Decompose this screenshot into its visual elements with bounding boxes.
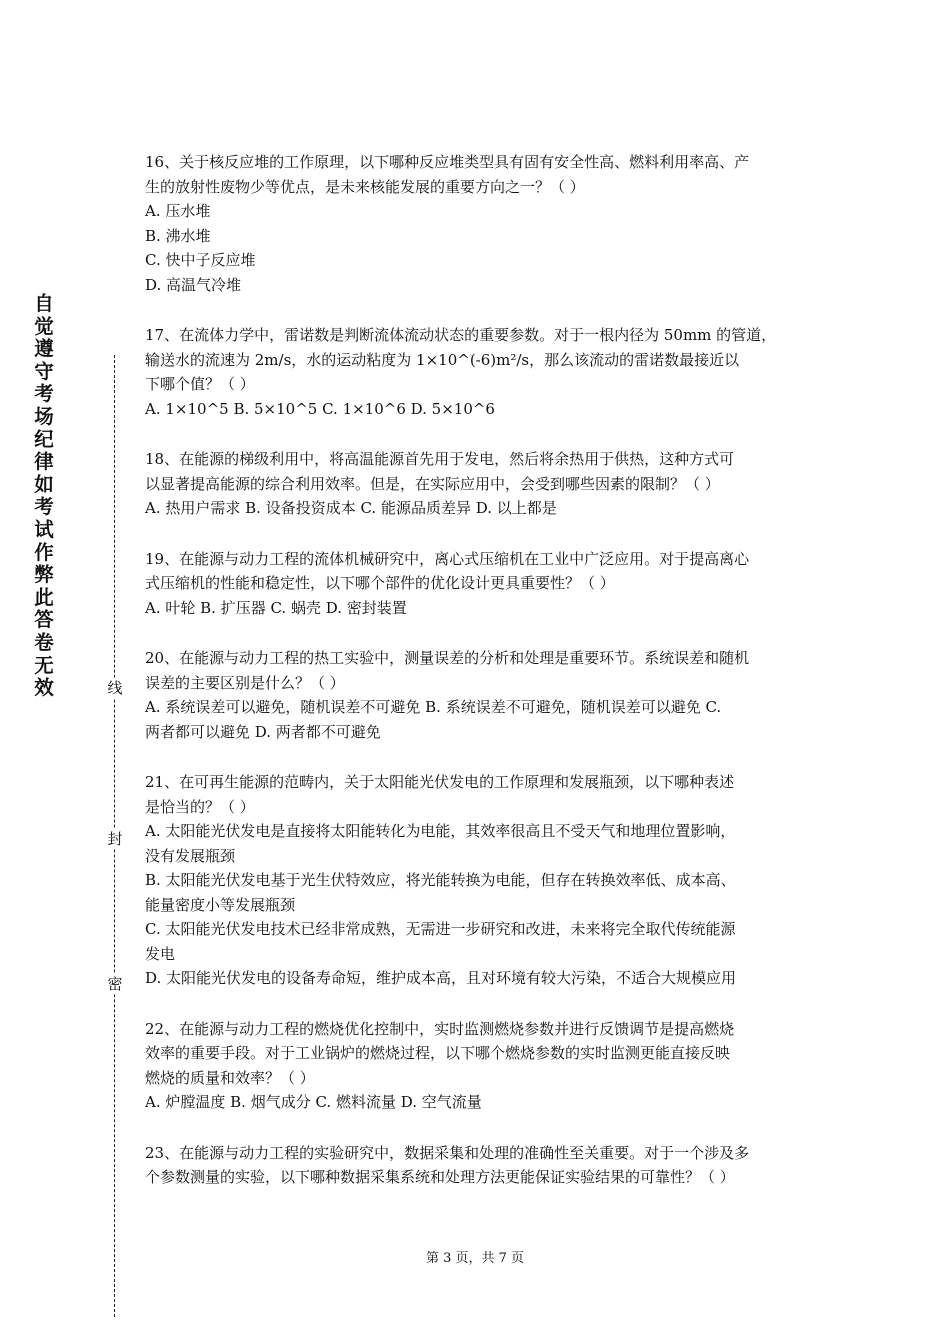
warning-char: 守 [34,359,54,383]
question-text: 20、在能源与动力工程的热工实验中，测量误差的分析和处理是重要环节。系统误差和随机 [145,649,750,667]
question-text: 燃烧的质量和效率？（ ） [145,1068,315,1087]
warning-char: 律 [34,450,54,474]
question-text: 效率的重要手段。对于工业锅炉的燃烧过程，以下哪个燃烧参数的实时监测更能直接反映 [145,1044,731,1062]
question-text: 23、在能源与动力工程的实验研究中，数据采集和处理的准确性至关重要。对于一个涉及多 [145,1143,750,1162]
warning-char: 试 [34,517,54,541]
question-text: 22、在能源与动力工程的燃烧优化控制中，实时监测燃烧参数并进行反馈调节是提高燃烧 [145,1019,735,1038]
warning-char: 答 [34,608,54,632]
warning-char: 场 [34,404,54,428]
question-text: 输送水的流速为 2m/s，水的运动粘度为 1×10^(-6)m²/s，那么该流动的雷诺数最接近以 [145,350,740,369]
question-20 [145,646,825,744]
answer-option: 能量密度小等发展瓶颈 [145,895,296,914]
cut-label-secret: 密 [105,974,125,994]
question-text: 式压缩机的性能和稳定性，以下哪个部件的优化设计更具重要性？（ ） [145,574,615,592]
cut-label-line: 线 [105,678,125,698]
question-list [145,150,825,1216]
question-17 [145,323,825,421]
warning-char: 弊 [34,563,54,587]
answer-options: 两者都可以避免 D. 两者都不可避免 [145,722,381,741]
warning-char: 卷 [34,630,54,654]
question-19 [145,547,825,621]
question-text: 生的放射性废物少等优点，是未来核能发展的重要方向之一？（ ） [145,177,585,196]
question-text: 17、在流体力学中，雷诺数是判断流体流动状态的重要参数。对于一根内径为 50mm 的管道， [145,326,777,344]
question-22 [145,1017,825,1115]
cut-label-seal: 封 [105,829,125,849]
answer-options: A. 炉膛温度 B. 烟气成分 C. 燃料流量 D. 空气流量 [145,1093,482,1111]
warning-char: 效 [34,676,54,700]
answer-option: A. 压水堆 [145,202,211,220]
question-text: 16、关于核反应堆的工作原理，以下哪种反应堆类型具有固有安全性高、燃料利用率高、产 [145,153,750,171]
warning-char: 遵 [34,337,54,361]
answer-option: B. 太阳能光伏发电基于光生伏特效应，将光能转换为电能，但存在转换效率低、成本高、 [145,871,736,889]
question-text: 以显著提高能源的综合利用效率。但是，在实际应用中，会受到哪些因素的限制？（ ） [145,474,720,493]
warning-char: 无 [34,653,54,677]
exam-discipline-warning [30,293,58,700]
answer-option: 发电 [145,944,176,963]
answer-options: A. 系统误差可以避免，随机误差不可避免 B. 系统误差不可避免，随机误差可以避免 C. [145,698,722,716]
answer-options: A. 热用户需求 B. 设备投资成本 C. 能源品质差异 D. 以上都是 [145,499,557,517]
question-16 [145,150,825,297]
warning-char: 自 [34,292,54,315]
question-text: 下哪个值？（ ） [145,375,255,393]
question-23 [145,1141,825,1190]
warning-char: 觉 [34,314,54,338]
answer-option: B. 沸水堆 [145,226,211,245]
answer-option: D. 高温气冷堆 [145,275,242,294]
page-number: 第 3 页，共 7 页 [425,1251,525,1266]
question-18 [145,447,825,521]
question-text: 19、在能源与动力工程的流体机械研究中，离心式压缩机在工业中广泛应用。对于提高离心 [145,549,750,568]
answer-option: 没有发展瓶颈 [145,846,236,865]
warning-char: 如 [34,472,54,496]
warning-char: 考 [34,382,54,406]
warning-char: 作 [34,540,54,564]
warning-char: 纪 [34,427,54,451]
answer-option: D. 太阳能光伏发电的设备寿命短，维护成本高，且对环境有较大污染，不适合大规模应用 [145,969,737,987]
warning-char: 此 [34,585,54,609]
warning-char: 考 [34,495,54,519]
answer-options: A. 1×10^5 B. 5×10^5 C. 1×10^6 D. 5×10^6 [145,399,495,418]
question-text: 是恰当的？（ ） [145,797,255,816]
question-21 [145,770,825,991]
question-text: 个参数测量的实验，以下哪种数据采集系统和处理方法更能保证实验结果的可靠性？（ ） [145,1168,735,1186]
answer-option: C. 快中子反应堆 [145,251,256,269]
answer-option: A. 太阳能光伏发电是直接将太阳能转化为电能，其效率很高且不受天气和地理位置影响， [145,822,736,840]
answer-option: C. 太阳能光伏发电技术已经非常成熟，无需进一步研究和改进，未来将完全取代传统能源 [145,920,736,938]
question-text: 21、在可再生能源的范畴内，关于太阳能光伏发电的工作原理和发展瓶颈，以下哪种表述 [145,773,735,791]
question-text: 18、在能源的梯级利用中，将高温能源首先用于发电，然后将余热用于供热，这种方式可 [145,450,735,468]
question-text: 误差的主要区别是什么？（ ） [145,673,345,692]
answer-options: A. 叶轮 B. 扩压器 C. 蜗壳 D. 密封装置 [145,598,407,617]
